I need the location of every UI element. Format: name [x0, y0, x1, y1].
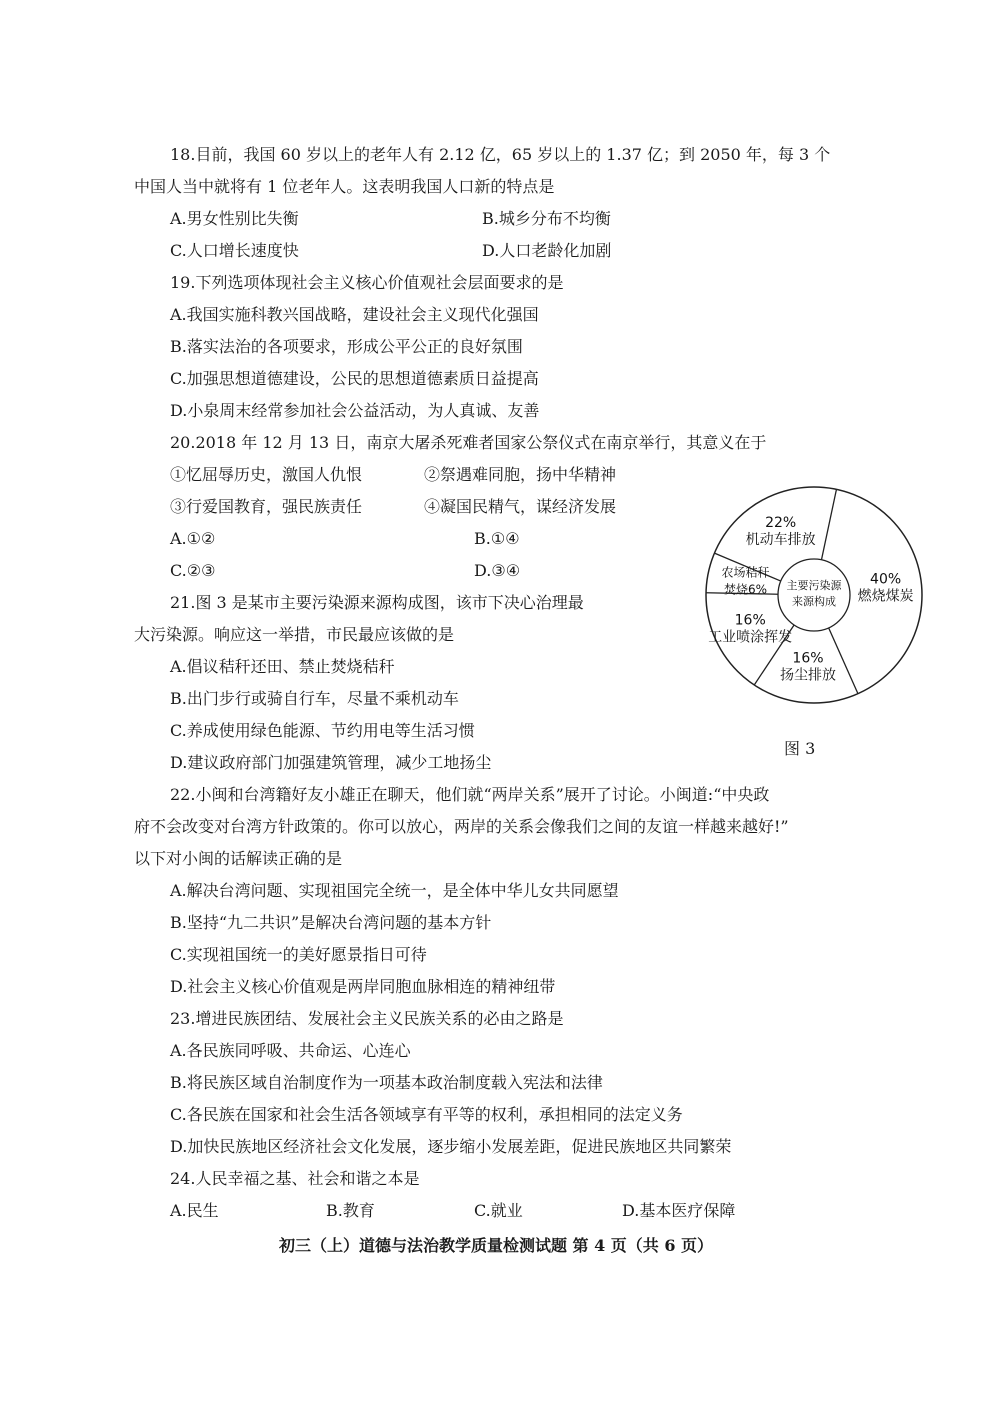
q21-stem-line2: 大污染源。响应这一举措，市民最应该做的是: [134, 625, 455, 644]
q21-option-b: B.出门步行或骑自行车，尽量不乘机动车: [170, 689, 459, 708]
q23-option-d: D.加快民族地区经济社会文化发展，逐步缩小发展差距，促进民族地区共同繁荣: [170, 1137, 732, 1156]
pie-center-label-2: 来源构成: [792, 595, 836, 608]
q22-option-d: D.社会主义核心价值观是两岸同胞血脉相连的精神纽带: [170, 977, 556, 996]
pie-label-3-1: 16%: [734, 612, 766, 629]
pie-label-2-2: 扬尘排放: [779, 667, 836, 684]
q24-option-a: A.民生: [170, 1201, 219, 1220]
pie-label-4-2: 焚烧6%: [724, 582, 768, 597]
q22-stem-line1: 22.小闽和台湾籍好友小雄正在聊天，他们就“两岸关系”展开了讨论。小闽道:“中央政: [170, 785, 770, 804]
pie-label-4-1: 农场秸秆: [721, 565, 770, 580]
q22-stem-line3: 以下对小闽的话解读正确的是: [134, 849, 343, 868]
q24-stem: 24.人民幸福之基、社会和谐之本是: [170, 1169, 420, 1188]
page-footer: 初三（上）道德与法治教学质量检测试题 第 4 页（共 6 页）: [278, 1236, 714, 1255]
q19-option-d: D.小泉周末经常参加社会公益活动，为人真诚、友善: [170, 401, 540, 420]
q18-option-b: B.城乡分布不均衡: [482, 209, 611, 228]
q20-option-a: A.①②: [170, 529, 216, 548]
q19-option-a: A.我国实施科教兴国战略，建设社会主义现代化强国: [170, 305, 539, 324]
q20-option-c: C.②③: [170, 561, 216, 580]
q24-option-c: C.就业: [474, 1201, 523, 1220]
q18-option-c: C.人口增长速度快: [170, 241, 299, 260]
q21-option-d: D.建议政府部门加强建筑管理，减少工地扬尘: [170, 753, 492, 772]
q18-option-a: A.男女性别比失衡: [170, 209, 299, 228]
q21-stem-line1: 21.图 3 是某市主要污染源来源构成图，该市下决心治理最: [170, 593, 584, 612]
pie-label-1-2: 燃烧煤炭: [857, 588, 914, 605]
q22-stem-line2: 府不会改变对台湾方针政策的。你可以放心，两岸的关系会像我们之间的友谊一样越来越好!”: [134, 817, 789, 836]
q20-option-b: B.①④: [474, 529, 520, 548]
q20-statement-1: ①忆屈辱历史，激国人仇恨: [170, 465, 363, 484]
pie-label-5-1: 22%: [765, 515, 797, 532]
figure-caption: 图 3: [784, 739, 816, 758]
pie-center-label-1: 主要污染源: [786, 579, 842, 592]
q21-option-a: A.倡议秸秆还田、禁止焚烧秸秆: [170, 657, 395, 676]
q18-stem-line1: 18.目前，我国 60 岁以上的老年人有 2.12 亿，65 岁以上的 1.37 亿；到 2050 年，每 3 个: [170, 145, 831, 164]
pollution-pie-chart: [664, 485, 984, 715]
q20-statement-2: ②祭遇难同胞，扬中华精神: [424, 465, 617, 484]
q19-option-c: C.加强思想道德建设，公民的思想道德素质日益提高: [170, 369, 539, 388]
q20-statement-3: ③行爱国教育，强民族责任: [170, 497, 363, 516]
q23-option-c: C.各民族在国家和社会生活各领域享有平等的权利，承担相同的法定义务: [170, 1105, 683, 1124]
q18-option-d: D.人口老龄化加剧: [482, 241, 612, 260]
pie-label-1-1: 40%: [870, 571, 902, 588]
q22-option-c: C.实现祖国统一的美好愿景指日可待: [170, 945, 427, 964]
pie-label-2-1: 16%: [792, 650, 824, 667]
q20-statement-4: ④凝国民精气，谋经济发展: [424, 497, 617, 516]
q20-option-d: D.③④: [474, 561, 521, 580]
q21-option-c: C.养成使用绿色能源、节约用电等生活习惯: [170, 721, 475, 740]
pollution-pie-figure: [664, 485, 984, 765]
q23-option-a: A.各民族同呼吸、共命运、心连心: [170, 1041, 411, 1060]
q22-option-b: B.坚持“九二共识”是解决台湾问题的基本方针: [170, 913, 492, 932]
q18-stem-line2: 中国人当中就将有 1 位老年人。这表明我国人口新的特点是: [134, 177, 555, 196]
q19-stem: 19.下列选项体现社会主义核心价值观社会层面要求的是: [170, 273, 564, 292]
q24-option-b: B.教育: [326, 1201, 375, 1220]
pie-label-5-2: 机动车排放: [745, 532, 816, 549]
pie-label-3-2: 工业喷涂挥发: [708, 629, 793, 646]
q24-option-d: D.基本医疗保障: [622, 1201, 736, 1220]
q23-option-b: B.将民族区域自治制度作为一项基本政治制度载入宪法和法律: [170, 1073, 603, 1092]
q19-option-b: B.落实法治的各项要求，形成公平公正的良好氛围: [170, 337, 523, 356]
q22-option-a: A.解决台湾问题、实现祖国完全统一，是全体中华儿女共同愿望: [170, 881, 619, 900]
q20-stem: 20.2018 年 12 月 13 日，南京大屠杀死难者国家公祭仪式在南京举行，其意义在于: [170, 433, 767, 452]
q23-stem: 23.增进民族团结、发展社会主义民族关系的必由之路是: [170, 1009, 564, 1028]
